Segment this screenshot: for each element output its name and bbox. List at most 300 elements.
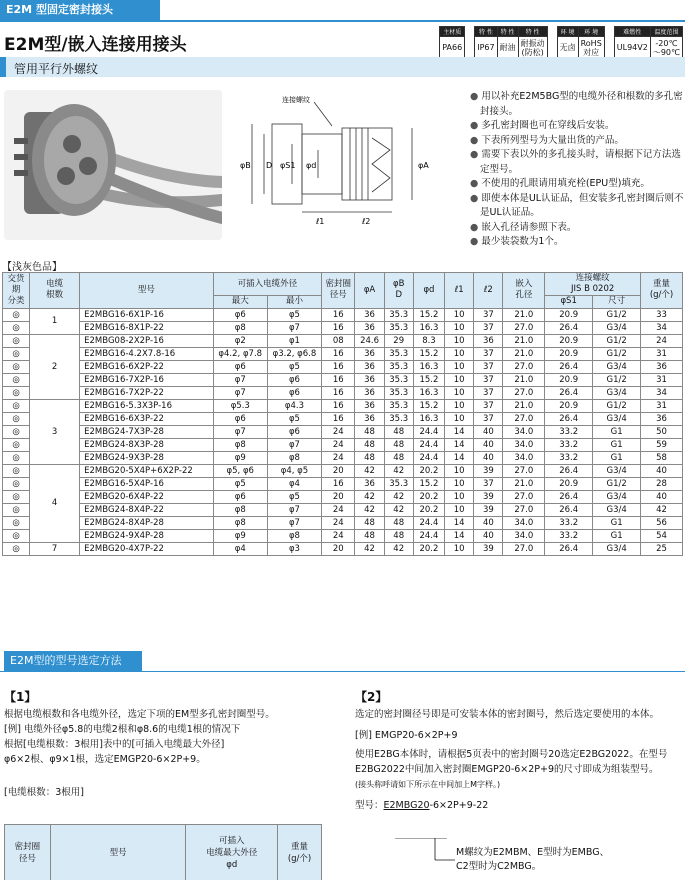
table-cell: 31: [641, 347, 683, 360]
spec-value: 耐振动 (防松): [518, 37, 547, 59]
th-seal: 密封圈 径号: [322, 273, 355, 309]
step2-head: 【2】: [355, 690, 388, 704]
table-cell: G3/4: [593, 412, 641, 425]
table-cell: 35.3: [384, 373, 413, 386]
table-cell: E2MBG16-6X2P-22: [80, 360, 213, 373]
th-hole: 嵌入 孔径: [503, 273, 545, 309]
table-cell: 34.0: [503, 529, 545, 542]
table-cell: 16: [322, 347, 355, 360]
table-row: [3, 321, 683, 334]
table-cell: φ7: [267, 503, 321, 516]
table-cell: G3/4: [593, 503, 641, 516]
table-cell: 36: [355, 386, 384, 399]
table-cell: 35.3: [384, 399, 413, 412]
table-cell: E2MBG16-6X1P-16: [80, 308, 213, 321]
table-cell: 27.0: [503, 464, 545, 477]
step2-p2: [例] EMGP20-6×2P+9: [355, 730, 458, 741]
table-cell: 35.3: [384, 386, 413, 399]
table-cell: ◎: [3, 503, 30, 516]
table-cell: ◎: [3, 308, 30, 321]
table-cell: G3/4: [593, 542, 641, 555]
table-cell: 16.3: [413, 360, 444, 373]
dim-A: φA: [418, 161, 429, 170]
table-cell: φ7: [267, 516, 321, 529]
table-cell: φ1: [267, 334, 321, 347]
table-cell: 16: [322, 477, 355, 490]
table-cell: 42: [355, 503, 384, 516]
table-cell: 15.2: [413, 308, 444, 321]
feature-item: [470, 177, 684, 192]
product-table: [2, 272, 683, 556]
table-cell: 37: [474, 373, 503, 386]
th-cable-od: 可插入电缆外径: [213, 273, 321, 296]
table-cell: 33.2: [545, 438, 593, 451]
table-cell: 40: [474, 529, 503, 542]
table-cell: 24: [322, 503, 355, 516]
table-cell: E2MBG16-5.3X3P-16: [80, 399, 213, 412]
dim-d: φd: [306, 161, 317, 170]
table-cell: ◎: [3, 399, 30, 412]
th-l2: ℓ2: [474, 273, 503, 309]
table-cell: 36: [355, 308, 384, 321]
table-row: [3, 477, 683, 490]
model-prefix: 型号：: [355, 800, 384, 811]
table-cell: 20.2: [413, 490, 444, 503]
table-row: [3, 503, 683, 516]
table-cell: 36: [355, 412, 384, 425]
table-cell: E2MBG16-4.2X7.8-16: [80, 347, 213, 360]
table-cell: φ5: [267, 490, 321, 503]
table-row: [3, 464, 683, 477]
header-rule: [0, 20, 685, 22]
table-cell: 16.3: [413, 321, 444, 334]
step1-head: 【1】: [4, 690, 37, 704]
th-min: 最小: [267, 296, 321, 309]
table-cell: 48: [384, 451, 413, 464]
table-cell: 37: [474, 308, 503, 321]
table-cell: 36: [355, 347, 384, 360]
bullet-icon: ●: [470, 236, 482, 247]
table-cell: 20.9: [545, 334, 593, 347]
table-cell: G1/2: [593, 334, 641, 347]
feature-text: 用以补充E2M5BG型的电缆外径和根数的多孔密封接头。: [480, 91, 683, 117]
table-cell: 10: [445, 386, 474, 399]
table-cell: φ6: [213, 308, 267, 321]
table-cell: 26.4: [545, 412, 593, 425]
table-cell: 35.3: [384, 347, 413, 360]
table-cell: 39: [474, 490, 503, 503]
table-cell: 35.3: [384, 477, 413, 490]
feature-item: [470, 148, 684, 177]
table-cell: 40: [474, 516, 503, 529]
table-cell: 26.4: [545, 386, 593, 399]
model-code: E2MBG20-6×2P+9-22: [383, 800, 489, 811]
table-cell: G1: [593, 438, 641, 451]
feature-text: 多孔密封圈也可在穿线后安装。: [481, 120, 615, 131]
step2-model-line: [355, 798, 685, 813]
th-model: 型号: [80, 273, 213, 309]
table-cell: 56: [641, 516, 683, 529]
table-cell: φ4: [213, 542, 267, 555]
callout-line2: C2型时为C2MBG。: [456, 861, 542, 872]
table-cell: G1/2: [593, 308, 641, 321]
table-cell: 33: [641, 308, 683, 321]
step1-p3: 根据[电缆根数：3根用]表中的[可插入电缆最大外径]: [4, 739, 225, 750]
spec-value: -20℃ ～90℃: [650, 37, 682, 59]
table-cell: 10: [445, 412, 474, 425]
table-cell: 21.0: [503, 347, 545, 360]
dim-D: D: [266, 161, 273, 170]
table-cell: φ8: [213, 321, 267, 334]
th-cable-count: 电缆 根数: [30, 273, 80, 309]
table-cell: 24: [322, 516, 355, 529]
table-cell: φ5: [267, 308, 321, 321]
table-cell: 27.0: [503, 542, 545, 555]
table-cell: 34: [641, 386, 683, 399]
feature-text: 不使用的孔眼请用填充栓(EPU型)填充。: [481, 178, 650, 189]
sub-th-seal: 密封圈 径号: [5, 825, 51, 880]
table-cell: G1/2: [593, 399, 641, 412]
cable-count-cell: 7: [30, 542, 80, 555]
table-cell: 15.2: [413, 347, 444, 360]
table-cell: ◎: [3, 542, 30, 555]
table-cell: 35.3: [384, 321, 413, 334]
spec-table: [439, 26, 683, 59]
table-cell: E2MBG20-5X4P+6X2P-22: [80, 464, 213, 477]
sub-table-label: [电缆根数：3根用]: [4, 787, 84, 798]
step2-note: (接头称呼请如下所示在中间加上M字样。): [355, 780, 501, 789]
table-cell: 27.0: [503, 412, 545, 425]
feature-text: 最少装袋数为1个。: [481, 236, 564, 247]
table-cell: 27.0: [503, 321, 545, 334]
spec-header: 温度范围: [650, 27, 682, 37]
table-cell: ◎: [3, 451, 30, 464]
table-cell: 24.4: [413, 451, 444, 464]
table-cell: 27.0: [503, 360, 545, 373]
table-row: [3, 516, 683, 529]
table-cell: 10: [445, 399, 474, 412]
bullet-icon: ●: [470, 134, 482, 146]
table-cell: 14: [445, 516, 474, 529]
table-cell: 42: [641, 503, 683, 516]
table-cell: 20: [322, 464, 355, 477]
table-cell: E2MBG24-9X3P-28: [80, 451, 213, 464]
table-cell: φ3: [267, 542, 321, 555]
bullet-icon: ●: [470, 192, 482, 204]
dimension-drawing: [232, 88, 460, 240]
table-cell: φ7: [213, 373, 267, 386]
table-cell: 10: [445, 477, 474, 490]
table-cell: 48: [355, 529, 384, 542]
step2-block: [355, 690, 685, 813]
step1-p2: [例] 电缆外径φ5.8的电缆2根和φ8.6的电缆1根的情况下: [4, 724, 241, 735]
table-cell: ◎: [3, 334, 30, 347]
table-cell: E2MBG24-8X4P-28: [80, 516, 213, 529]
table-cell: ◎: [3, 425, 30, 438]
feature-item: [470, 90, 684, 119]
table-cell: 34.0: [503, 425, 545, 438]
th-thread: 连接螺纹 JIS B 0202: [545, 273, 641, 296]
spec-header: 特 性: [497, 27, 518, 37]
bullet-icon: ●: [470, 178, 482, 189]
th-max: 最大: [213, 296, 267, 309]
table-cell: 42: [355, 542, 384, 555]
table-cell: 31: [641, 373, 683, 386]
table-cell: 21.0: [503, 399, 545, 412]
step1-p1: 根据电缆根数和各电缆外径，选定下项的EM型多孔密封圈型号。: [4, 709, 275, 720]
table-cell: 42: [355, 464, 384, 477]
callout-line1: M螺纹为E2MBM、E型时为EMBG、: [456, 847, 610, 858]
feature-text: 下表所列型号为大量出货的产品。: [481, 134, 624, 146]
table-cell: ◎: [3, 529, 30, 542]
table-cell: G1: [593, 516, 641, 529]
table-cell: E2MBG24-7X3P-28: [80, 425, 213, 438]
table-cell: G1/2: [593, 373, 641, 386]
bullet-icon: ●: [470, 221, 482, 233]
table-cell: 35.3: [384, 308, 413, 321]
table-cell: 40: [474, 438, 503, 451]
table-cell: 36: [474, 334, 503, 347]
table-cell: 33.2: [545, 451, 593, 464]
feature-list: [470, 90, 684, 250]
table-cell: ◎: [3, 412, 30, 425]
table-row: [3, 347, 683, 360]
table-cell: φ5: [267, 360, 321, 373]
table-cell: ◎: [3, 490, 30, 503]
table-cell: 24: [322, 438, 355, 451]
table-cell: E2MBG16-8X1P-22: [80, 321, 213, 334]
table-cell: 27.0: [503, 386, 545, 399]
table-cell: φ6: [213, 360, 267, 373]
table-cell: 14: [445, 529, 474, 542]
table-cell: φ6: [213, 490, 267, 503]
bullet-icon: ●: [470, 91, 482, 102]
spec-value: RoHS 对应: [578, 37, 604, 59]
spec-value: UL94V2: [614, 37, 650, 59]
table-cell: 37: [474, 399, 503, 412]
cable-count-cell: 4: [30, 464, 80, 542]
table-row: [3, 542, 683, 555]
table-cell: E2MBG16-6X3P-22: [80, 412, 213, 425]
table-cell: 10: [445, 308, 474, 321]
spec-header: 难燃性: [614, 27, 650, 37]
table-cell: 42: [355, 490, 384, 503]
table-cell: 16: [322, 321, 355, 334]
spec-value: 耐油: [497, 37, 518, 59]
cable-count-cell: 2: [30, 334, 80, 399]
table-cell: 36: [355, 399, 384, 412]
table-cell: 14: [445, 438, 474, 451]
table-cell: φ7: [267, 438, 321, 451]
table-cell: G3/4: [593, 360, 641, 373]
table-cell: 16: [322, 373, 355, 386]
subtitle-bar: [0, 57, 685, 77]
table-cell: φ8: [213, 438, 267, 451]
table-cell: 34.0: [503, 438, 545, 451]
table-cell: 10: [445, 360, 474, 373]
color-label: 【浅灰色品】: [2, 262, 62, 273]
table-cell: 48: [384, 529, 413, 542]
table-cell: φ4.2, φ7.8: [213, 347, 267, 360]
table-cell: 34.0: [503, 516, 545, 529]
table-cell: 37: [474, 360, 503, 373]
table-cell: 16: [322, 412, 355, 425]
table-cell: ◎: [3, 386, 30, 399]
feature-item: [470, 119, 684, 134]
table-cell: φ3.2, φ6.8: [267, 347, 321, 360]
step1-p4: φ6×2根、φ9×1根，选定EMGP20-6×2P+9。: [4, 754, 206, 765]
section-tag: E2M 型固定密封接头: [0, 0, 160, 20]
table-row: [3, 360, 683, 373]
table-cell: φ9: [213, 451, 267, 464]
feature-item: [470, 192, 684, 221]
table-cell: φ6: [213, 412, 267, 425]
table-row: [3, 308, 683, 321]
table-cell: G3/4: [593, 464, 641, 477]
table-cell: 48: [384, 516, 413, 529]
table-cell: 16: [322, 360, 355, 373]
step2-p1: 选定的密封圈径号即是可安装本体的密封圈号，然后选定要使用的本体。: [355, 709, 660, 720]
table-cell: 40: [641, 490, 683, 503]
table-cell: 20.9: [545, 373, 593, 386]
table-cell: 33.2: [545, 516, 593, 529]
table-cell: 21.0: [503, 334, 545, 347]
table-cell: E2MBG08-2X2P-16: [80, 334, 213, 347]
table-cell: 37: [474, 321, 503, 334]
table-row: [3, 529, 683, 542]
table-cell: 15.2: [413, 477, 444, 490]
table-cell: 10: [445, 334, 474, 347]
table-cell: E2MBG20-4X7P-22: [80, 542, 213, 555]
th-delivery: 交货期 分类: [3, 273, 30, 309]
table-cell: 24.4: [413, 516, 444, 529]
table-cell: 10: [445, 347, 474, 360]
table-row: [3, 425, 683, 438]
table-cell: 20: [322, 542, 355, 555]
table-cell: 40: [641, 464, 683, 477]
table-cell: G1/2: [593, 347, 641, 360]
spec-value: 无卤: [557, 37, 578, 59]
table-cell: 36: [355, 373, 384, 386]
table-cell: ◎: [3, 516, 30, 529]
feature-item: [470, 235, 684, 250]
table-cell: 26.4: [545, 542, 593, 555]
table-cell: 48: [355, 516, 384, 529]
table-cell: 50: [641, 425, 683, 438]
table-cell: φ8: [267, 451, 321, 464]
callout-line: [395, 838, 455, 874]
table-cell: φ4, φ5: [267, 464, 321, 477]
table-cell: φ8: [267, 529, 321, 542]
table-cell: 28: [641, 477, 683, 490]
spec-header: 主材质: [440, 27, 465, 37]
th-size: 尺寸: [593, 296, 641, 309]
product-photo: [4, 90, 222, 240]
dim-B: φB: [240, 161, 251, 170]
table-cell: 40: [474, 425, 503, 438]
th-B: φB D: [384, 273, 413, 309]
table-cell: 16.3: [413, 386, 444, 399]
table-cell: 36: [355, 321, 384, 334]
feature-item: [470, 221, 684, 236]
th-l1: ℓ1: [445, 273, 474, 309]
spec-header: 特 性: [475, 27, 497, 37]
step1-block: [4, 690, 344, 800]
table-cell: 24: [322, 425, 355, 438]
table-cell: φ4.3: [267, 399, 321, 412]
th-A: φA: [355, 273, 384, 309]
table-row: [3, 490, 683, 503]
table-row: [3, 399, 683, 412]
spec-header: 特 性: [518, 27, 547, 37]
table-row: [3, 334, 683, 347]
table-cell: 33.2: [545, 529, 593, 542]
table-cell: G1: [593, 529, 641, 542]
table-cell: ◎: [3, 373, 30, 386]
sub-th-weight: 重量 (g/个): [278, 825, 322, 880]
table-cell: 39: [474, 503, 503, 516]
table-cell: 21.0: [503, 308, 545, 321]
table-cell: 37: [474, 386, 503, 399]
table-cell: 27.0: [503, 503, 545, 516]
feature-item: [470, 134, 684, 149]
th-weight: 重量 (g/个): [641, 273, 683, 309]
table-cell: 10: [445, 373, 474, 386]
table-cell: 48: [355, 425, 384, 438]
table-cell: 24.6: [355, 334, 384, 347]
table-cell: E2MBG16-5X4P-16: [80, 477, 213, 490]
feature-text: 需要下表以外的多孔接头时，请根据下记方法选定型号。: [480, 149, 681, 175]
table-cell: 16: [322, 399, 355, 412]
table-cell: 36: [641, 412, 683, 425]
callout-text: [456, 846, 609, 874]
table-cell: 31: [641, 399, 683, 412]
table-cell: φ8: [213, 516, 267, 529]
thread-label: 连接螺纹: [282, 96, 310, 104]
table-cell: 24: [322, 451, 355, 464]
table-cell: 24: [322, 529, 355, 542]
selection-section-tag: E2M型的型号选定方法: [4, 651, 142, 671]
table-cell: φ9: [213, 529, 267, 542]
table-cell: 48: [384, 425, 413, 438]
feature-text: 即使本体是UL认证品，但安装多孔密封圈后则不是UL认证品。: [480, 192, 684, 218]
table-cell: 48: [355, 451, 384, 464]
table-cell: 37: [474, 477, 503, 490]
table-cell: φ4: [267, 477, 321, 490]
table-cell: φ5: [213, 477, 267, 490]
table-cell: 20.9: [545, 308, 593, 321]
table-cell: ◎: [3, 477, 30, 490]
table-cell: 20.9: [545, 399, 593, 412]
table-cell: ◎: [3, 321, 30, 334]
table-cell: 37: [474, 412, 503, 425]
table-cell: 20.9: [545, 477, 593, 490]
table-cell: φ6: [267, 373, 321, 386]
table-cell: G3/4: [593, 386, 641, 399]
table-cell: 25: [641, 542, 683, 555]
table-cell: E2MBG24-9X4P-28: [80, 529, 213, 542]
table-cell: 24.4: [413, 425, 444, 438]
table-cell: 42: [384, 542, 413, 555]
table-cell: 35.3: [384, 412, 413, 425]
table-cell: 39: [474, 542, 503, 555]
table-cell: 15.2: [413, 399, 444, 412]
table-cell: E2MBG16-7X2P-22: [80, 386, 213, 399]
table-cell: 42: [384, 490, 413, 503]
table-cell: 16: [322, 386, 355, 399]
table-row: [3, 412, 683, 425]
table-cell: G3/4: [593, 490, 641, 503]
